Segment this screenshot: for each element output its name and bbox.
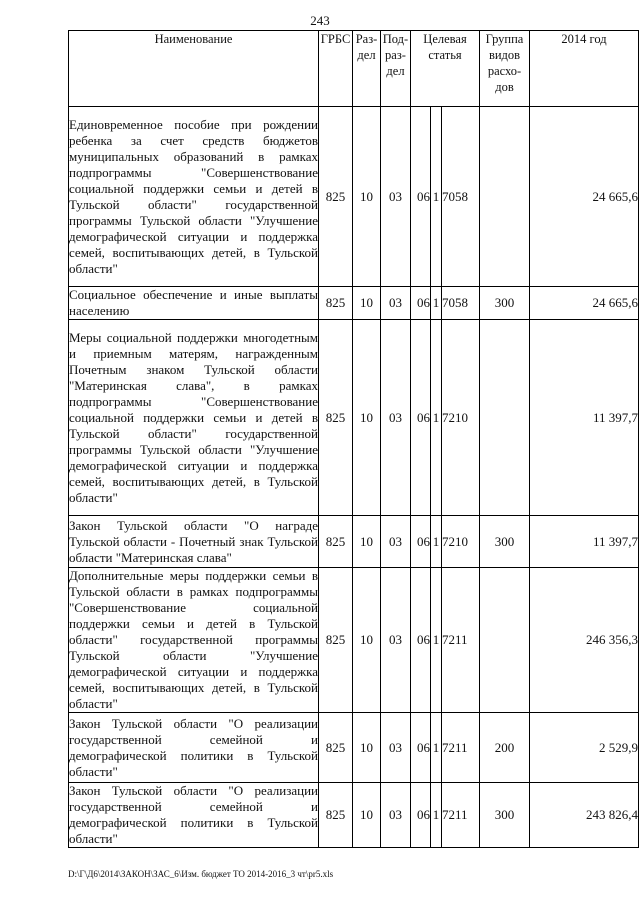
row-razdel: 10 [353, 713, 381, 783]
row-sum: 24 665,6 [530, 287, 639, 320]
row-razdel: 10 [353, 568, 381, 713]
row-cs3: 7058 [442, 107, 480, 287]
row-sum: 243 826,4 [530, 783, 639, 848]
col-header-year: 2014 год [530, 31, 639, 107]
row-sum: 11 397,7 [530, 516, 639, 568]
row-cs2: 1 [431, 320, 442, 516]
row-sum: 2 529,9 [530, 713, 639, 783]
row-grbs: 825 [319, 320, 353, 516]
table-row [69, 568, 639, 713]
row-cs1: 06 [411, 568, 431, 713]
row-name: Закон Тульской области "О награде Тульской области - Почетный знак Тульской области "Материнская слава" [69, 516, 319, 568]
row-cs3: 7210 [442, 320, 480, 516]
row-cs1: 06 [411, 320, 431, 516]
row-sum: 24 665,6 [530, 107, 639, 287]
row-cs3: 7211 [442, 713, 480, 783]
row-razdel: 10 [353, 107, 381, 287]
row-cs3: 7058 [442, 287, 480, 320]
table-row [69, 320, 639, 516]
table-row [69, 287, 639, 320]
row-cs2: 1 [431, 568, 442, 713]
row-name: Закон Тульской области "О реализации государственной семейной и демографической политики в Тульской области" [69, 783, 318, 846]
table-row [69, 516, 639, 568]
row-podrazdel: 03 [381, 783, 411, 848]
row-grbs: 825 [319, 783, 353, 848]
row-cs3: 7211 [442, 568, 480, 713]
col-header-celevaya: Целевая статья [411, 31, 480, 107]
row-name: Дополнительные меры поддержки семьи в Тульской области в рамках подпрограммы "Совершенствование социальной поддержки семьи и детей в Тульской области" государственной программы Тульской области "Улучшение демографической ситуации и поддержка семей, воспитывающих детей, в Тульской области" [69, 568, 318, 711]
row-grbs: 825 [319, 516, 353, 568]
row-grbs: 825 [319, 568, 353, 713]
col-header-podrazdel: Под- раз- дел [381, 31, 411, 107]
row-podrazdel: 03 [381, 516, 411, 568]
row-name: Социальное обеспечение и иные выплаты населению [69, 287, 318, 318]
row-cs1: 06 [411, 107, 431, 287]
row-cs2: 1 [431, 287, 442, 320]
budget-table [68, 30, 639, 848]
row-vr: 300 [480, 516, 530, 568]
row-razdel: 10 [353, 320, 381, 516]
row-cs2: 1 [431, 107, 442, 287]
row-cs3: 7211 [442, 783, 480, 848]
row-razdel: 10 [353, 287, 381, 320]
row-cs3: 7210 [442, 516, 480, 568]
row-sum: 246 356,3 [530, 568, 639, 713]
row-grbs: 825 [319, 287, 353, 320]
row-vr [480, 320, 530, 516]
row-sum: 11 397,7 [530, 320, 639, 516]
page-number: 243 [310, 13, 330, 28]
row-razdel: 10 [353, 783, 381, 848]
row-name: Меры социальной поддержки многодетным и приемным матерям, награжденным Почетным знаком Тульской области "Материнская слава", в рамках подпрограммы "Совершенствование социальной поддержки семьи и детей в Тульской области" государственной программы Тульской области "Улучшение демографической ситуации и поддержка семей, воспитывающих детей, в Тульской области" [69, 320, 319, 516]
col-header-grbs: ГРБС [319, 31, 353, 107]
row-cs2: 1 [431, 713, 442, 783]
row-vr [480, 568, 530, 713]
table-row [69, 713, 639, 783]
row-grbs: 825 [319, 713, 353, 783]
row-podrazdel: 03 [381, 320, 411, 516]
row-vr [480, 107, 530, 287]
row-name: Закон Тульской области "О реализации государственной семейной и демографической политики в Тульской области" [69, 713, 319, 783]
row-cs1: 06 [411, 713, 431, 783]
row-name: Единовременное пособие при рождении ребенка за счет средств бюджетов муниципальных образований в рамках подпрограммы "Совершенствование социальной поддержки семьи и детей в Тульской области" государственной программы Тульской области "Улучшение демографической ситуации и поддержка семей, воспитывающих детей, в Тульской области" [69, 107, 319, 287]
row-vr: 200 [480, 713, 530, 783]
row-cs2: 1 [431, 516, 442, 568]
row-podrazdel: 03 [381, 107, 411, 287]
row-podrazdel: 03 [381, 568, 411, 713]
col-header-razdel: Раз- дел [353, 31, 381, 107]
row-cs1: 06 [411, 516, 431, 568]
table-header-row [69, 31, 639, 107]
row-vr: 300 [480, 783, 530, 848]
row-cs1: 06 [411, 783, 431, 848]
row-podrazdel: 03 [381, 713, 411, 783]
row-cs2: 1 [431, 783, 442, 848]
file-path-footer: D:\Г\Д6\2014\ЗАКОН\ЗАС_6\Изм. бюджет ТО 2014-2016_3 чт\pr5.xls [68, 869, 334, 879]
row-podrazdel: 03 [381, 287, 411, 320]
row-razdel: 10 [353, 516, 381, 568]
table-row [69, 783, 639, 848]
row-vr: 300 [480, 287, 530, 320]
row-grbs: 825 [319, 107, 353, 287]
col-header-gruppa: Группа видов расхо- дов [480, 31, 530, 107]
col-header-name: Наименование [69, 31, 319, 107]
table-row [69, 107, 639, 287]
row-cs1: 06 [411, 287, 431, 320]
